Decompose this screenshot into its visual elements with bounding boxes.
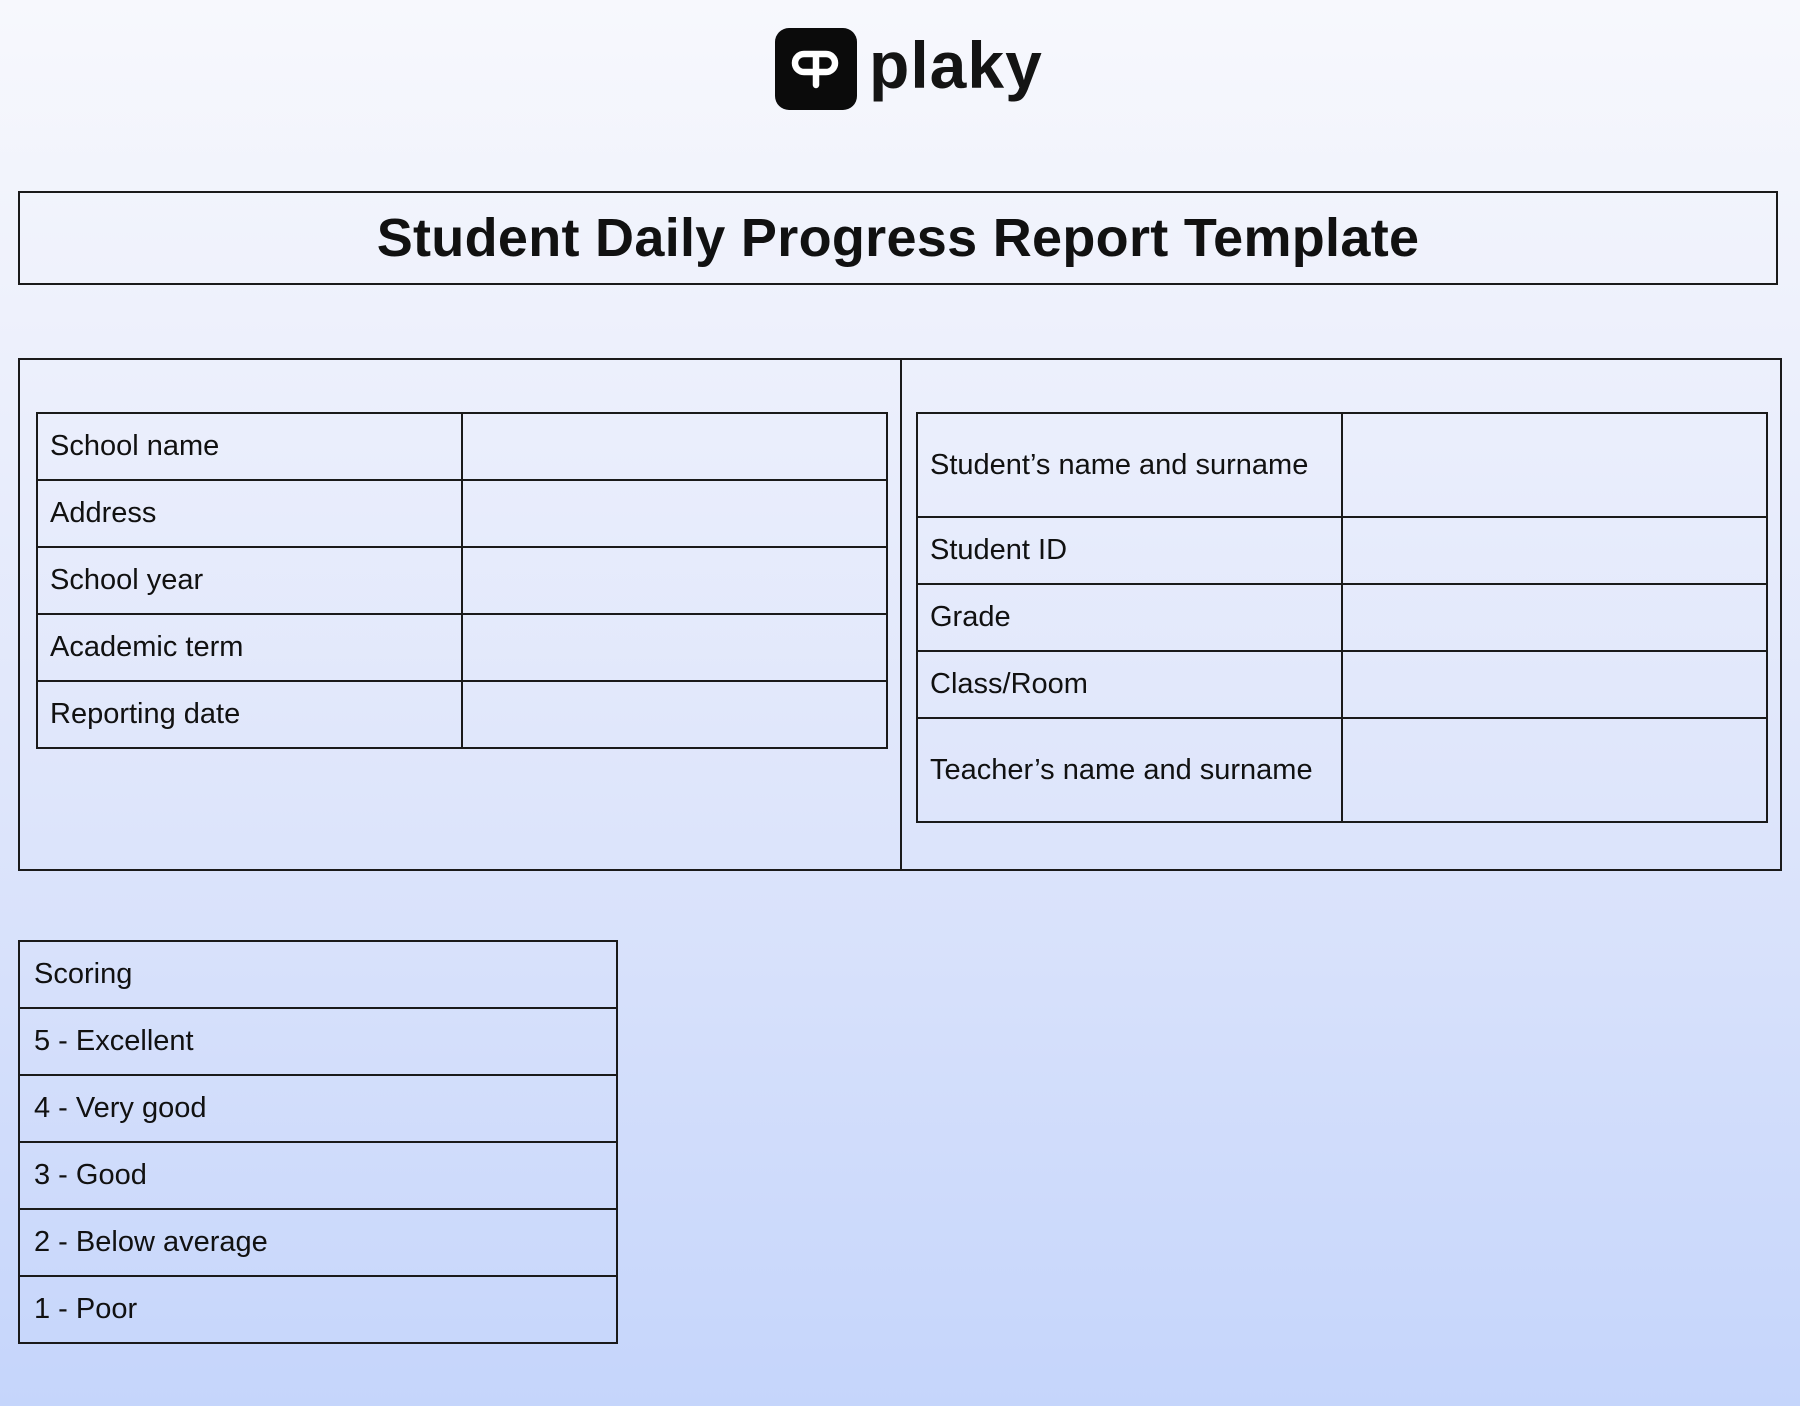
table-row [37,547,887,614]
address-label: Address [37,480,462,547]
table-row [19,1142,617,1209]
school-info-table [36,412,888,749]
address-field[interactable] [462,480,887,547]
table-row [19,1008,617,1075]
academic-term-field[interactable] [462,614,887,681]
table-row [19,1276,617,1343]
grade-label: Grade [917,584,1342,651]
school-year-label: School year [37,547,462,614]
reporting-date-label: Reporting date [37,681,462,748]
table-row [37,681,887,748]
table-row [917,413,1767,517]
reporting-date-field[interactable] [462,681,887,748]
scoring-item: 5 - Excellent [19,1008,617,1075]
table-row [19,1209,617,1276]
plaky-logo [775,27,1043,111]
table-row [917,718,1767,822]
page-title: Student Daily Progress Report Template [376,208,1420,268]
teacher-name-label: Teacher’s name and surname [917,718,1342,822]
student-info-table [916,412,1768,823]
table-row [37,413,887,480]
student-name-field[interactable] [1342,413,1767,517]
table-row [37,480,887,547]
table-row [917,584,1767,651]
plaky-logo-wordmark: plaky [869,28,1043,102]
student-name-label: Student’s name and surname [917,413,1342,517]
scoring-item: 4 - Very good [19,1075,617,1142]
scoring-item: 3 - Good [19,1142,617,1209]
scoring-item: 1 - Poor [19,1276,617,1343]
school-name-label: School name [37,413,462,480]
info-section [18,358,1782,871]
title-box [18,191,1778,285]
table-row [37,614,887,681]
class-room-label: Class/Room [917,651,1342,718]
table-row [917,651,1767,718]
student-id-field[interactable] [1342,517,1767,584]
academic-term-label: Academic term [37,614,462,681]
scoring-header: Scoring [19,941,617,1008]
grade-field[interactable] [1342,584,1767,651]
scoring-item: 2 - Below average [19,1209,617,1276]
school-year-field[interactable] [462,547,887,614]
section-divider [900,360,902,869]
school-name-field[interactable] [462,413,887,480]
plaky-logo-icon [775,28,857,110]
class-room-field[interactable] [1342,651,1767,718]
table-row [917,517,1767,584]
teacher-name-field[interactable] [1342,718,1767,822]
table-row [19,941,617,1008]
table-row [19,1075,617,1142]
scoring-table [18,940,618,1344]
student-id-label: Student ID [917,517,1342,584]
